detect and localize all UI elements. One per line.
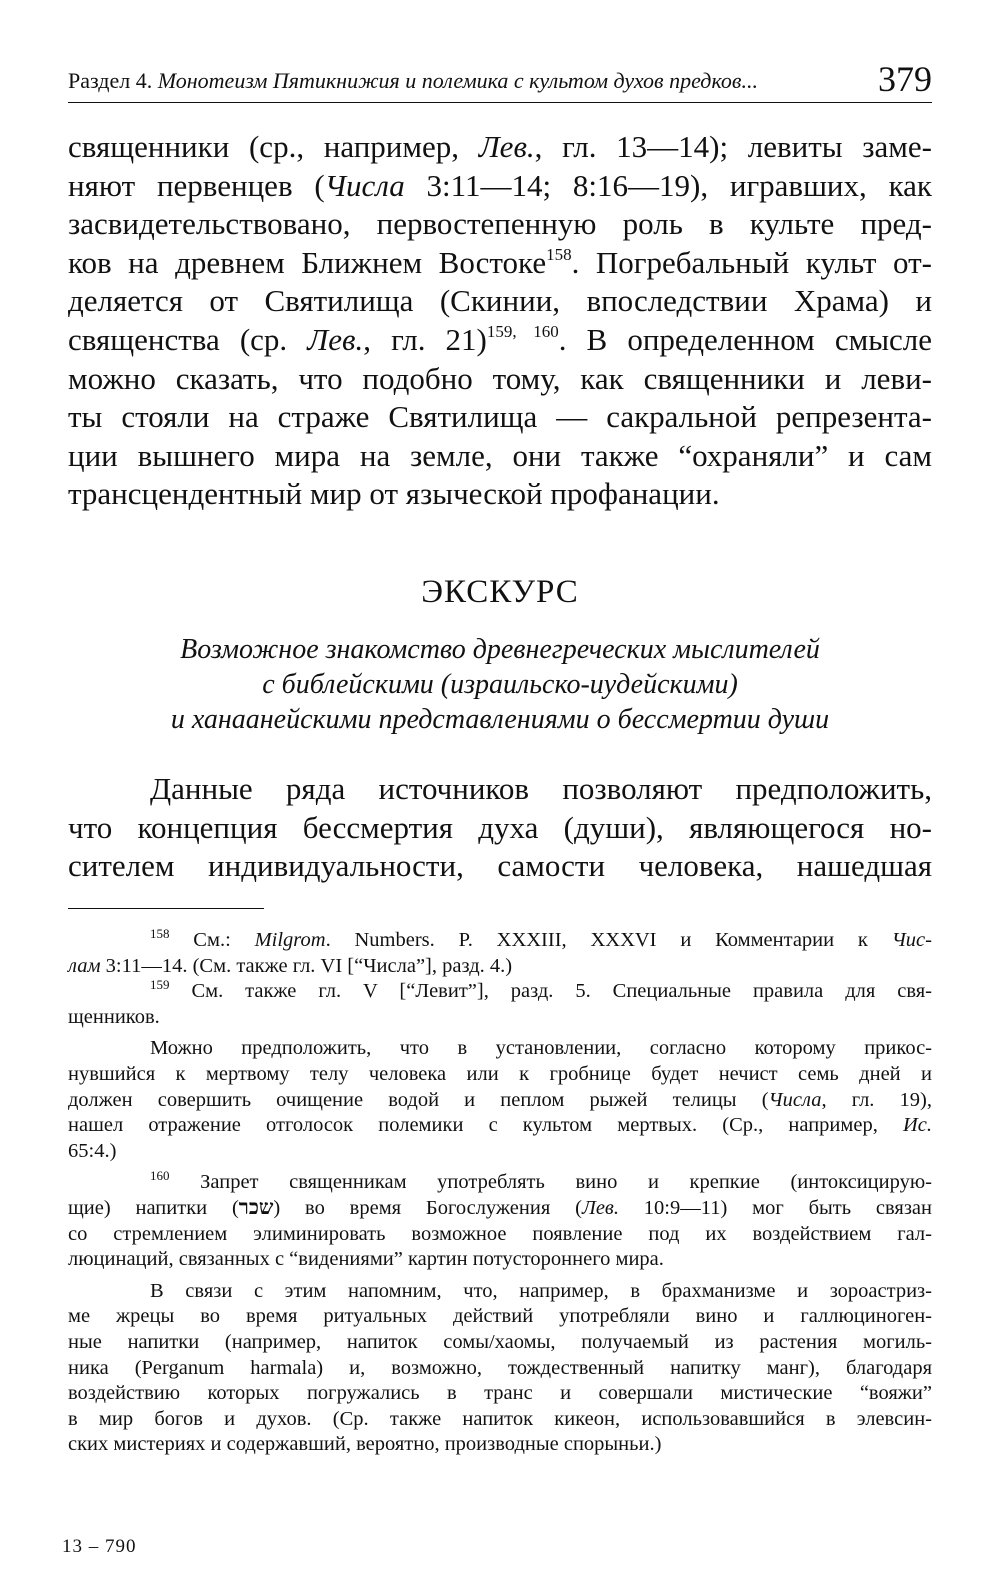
excursus-paragraph — [68, 770, 932, 886]
footnote-line: ских мистериях и содержавший, вероятно, производные спорыньи.) — [68, 1433, 662, 1456]
footnote-line: в мир богов и духов. (Ср. также напиток кикеон, использовавшийся в элевсин- — [68, 1407, 932, 1430]
page-number: 379 — [878, 59, 932, 99]
excursus-heading: ЭКСКУРС — [421, 574, 579, 610]
footnote-159-para: Можно предположить, что в установлении, согласно которому прикос- — [150, 1037, 932, 1060]
footnote-line: ме жрецы во время ритуальных действий употребляли вино и галлюциноген- — [68, 1305, 932, 1328]
footnote-159-cont: щенников. — [68, 1005, 160, 1028]
footnotes — [68, 928, 932, 1458]
text-line: священства (ср. Лев., гл. 21)$^{159, 160}$. В определенном смысле — [68, 321, 933, 357]
footnote-line: люцинаций, связанных с “видениями” картин потустороннего мира. — [68, 1248, 664, 1271]
footnote-line: нувшийся к мертвому телу человека или к гробнице будет нечист семь дней и — [68, 1062, 932, 1085]
footnote-line: щие) напитки (שכר) во время Богослужения (Лев. 10:9—11) мог быть связан — [68, 1196, 933, 1219]
footnote-line: со стремлением элиминировать возможное появление под их воздействием гал- — [68, 1222, 932, 1245]
text-line: засвидетельствовано, первостепенную роль в культе пред- — [68, 206, 932, 242]
text-line: деляется от Святилища (Скинии, впоследствии Храма) и — [68, 283, 932, 319]
text-line: ции вышнего мира на земле, они также “охраняли” и сам — [68, 437, 932, 473]
footnote-ref-158: 158 — [546, 244, 572, 264]
text-line: что концепция бессмертия духа (души), являющегося но- — [68, 809, 932, 845]
text-line: сителем индивидуальности, самости человека, нашедшая — [68, 848, 932, 884]
ref-lev: Лев. — [307, 321, 364, 357]
footnote-line: должен совершить очищение водой и пеплом рыжей телицы (Числа, гл. 19), — [68, 1088, 932, 1111]
footnote-line: воздействию которых погружались в транс и совершали мистические “вояжи” — [68, 1382, 932, 1405]
printer-signature: 13 – 790 — [62, 1536, 137, 1557]
footnote-line: ника (Perganum harmala) и, возможно, тождественный напитку манг), благодаря — [68, 1356, 932, 1379]
text-line: няют первенцев (Числа 3:11—14; 8:16—19), игравших, как — [68, 167, 932, 203]
footnote-160-para: В связи с этим напомним, что, например, в брахманизме и зороастриз- — [150, 1279, 932, 1302]
footnote-158-cont: лам 3:11—14. (См. также гл. VI [“Числа”], разд. 4.) — [68, 954, 513, 977]
ref-lev: Лев. — [478, 129, 535, 164]
ref-numbers: Числа — [324, 167, 405, 203]
footnote-line: ные напитки (например, напиток сомы/хаомы, получаемый из растения могиль- — [68, 1330, 932, 1353]
text-line: можно сказать, что подобно тому, как священники и леви- — [68, 360, 932, 396]
excursus-subtitle: Возможное знакомство древнегреческих мыслителей с библейскими (израильско-иудейскими) и ханаанейскими представлениями о бессмертии души — [170, 634, 830, 735]
section-label: Раздел 4. — [68, 68, 153, 93]
text-line: ков на древнем Ближнем Востоке$^{158}$. Погребальный культ от- — [68, 244, 933, 280]
footnote-line: нашел отражение отголосок полемики с культом мертвых. (Ср., например, Ис. — [68, 1114, 932, 1137]
text-line: трансцендентный мир от языческой профанации. — [68, 476, 720, 512]
footnote-line: 65:4.) — [68, 1139, 117, 1162]
text-line: ты стояли на страже Святилища — сакральной репрезента- — [68, 399, 932, 435]
text-line: Данные ряда источников позволяют предположить, — [150, 771, 932, 806]
footnote-159: $^{159}$ См. также гл. V [“Левит”], разд. 5. Специальные правила для свя- — [150, 977, 932, 1003]
footnote-158: $^{158}$ См.: Milgrom. Numbers. P. XXXIII, XXXVI и Комментарии к Чис- — [150, 926, 932, 951]
section-title: Монотеизм Пятикнижия и полемика с культом духов предков... — [157, 68, 758, 93]
footnote-ref-159-160: 159, 160 — [486, 321, 559, 341]
footnote-separator — [68, 908, 264, 909]
running-head — [68, 58, 932, 103]
hebrew-word: שכר — [238, 1196, 274, 1219]
footnote-160: $^{160}$ Запрет священникам употреблять вино и крепкие (интоксицирую- — [150, 1168, 932, 1194]
main-paragraph — [68, 128, 932, 514]
text-line: священники (ср., например, Лев., гл. 13—14); левиты заме- — [68, 129, 932, 164]
